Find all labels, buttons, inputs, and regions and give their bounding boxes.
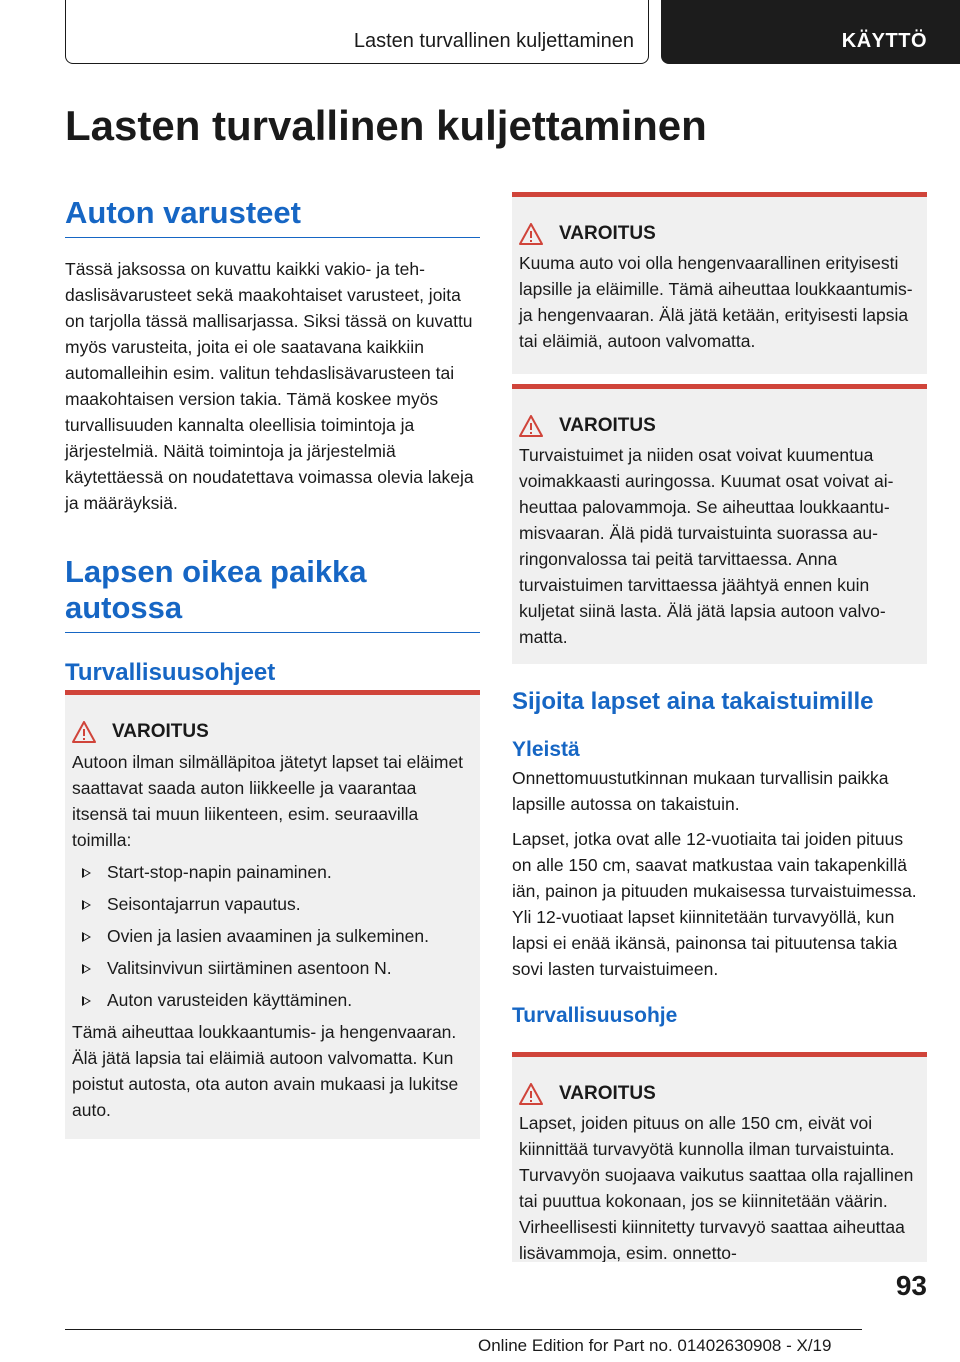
heading-safety-instruction: Turvallisuusohje (512, 1004, 678, 1027)
bullet-triangle-icon (82, 900, 91, 910)
warning-label: VAROITUS (559, 1083, 656, 1104)
warning-box-hot-seat (512, 384, 927, 664)
warning-outro: Tämä aiheuttaa loukkaantumis- ja hengenvaaran. Älä jätä lapsia tai eläimiä autoon valvomatta. Kun poistut autosta, ota auton avain mukaasi ja lukitse auto. (72, 1022, 459, 1120)
bullet-triangle-icon (82, 868, 91, 878)
warning-triangle-icon (519, 415, 543, 437)
heading-rule (65, 632, 480, 633)
warning-text: Kuuma auto voi olla hengenvaarallinen erityisesti lapsille ja eläimille. Tämä aiheuttaa loukkaantumis- ja hengenvaaran. Älä jätä ketään, erityisesti lapsia tai eläimiä, autoon valvomatta. (519, 253, 913, 351)
bullet-triangle-icon (82, 964, 91, 974)
footer-edition-text: Online Edition for Part no. 01402630908 - X/19 (478, 1336, 832, 1355)
equipment-paragraph: Tässä jaksossa on kuvattu kaikki vakio- ja tehdaslisävarusteet sekä maakohtaiset varusteet, joita on tarjolla tässä mallisarjassa. Siksi tässä on kuvattu myös varusteita, joita ei ole saatavana kaikkiin automalleihin esim. valitun tehdaslisävarusteen tai maakohtaisen version takia. Tämä koskee myös turvallisuuden kannalta oleellisia toimintoja ja järjestelmiä. Näitä toimintoja ja järjestelmiä käytettäessä on noudatettava voimassa olevia lakeja ja määräyksiä. (65, 259, 474, 513)
bullet-triangle-icon (82, 996, 91, 1006)
warning-header (519, 1083, 919, 1105)
warning-box-left (65, 690, 480, 1139)
list-item-text: Valitsinvivun siirtäminen asentoon N. (107, 958, 392, 978)
footer-rule (65, 1329, 862, 1330)
header-section-tab (65, 0, 649, 64)
warning-box-seatbelt (512, 1052, 927, 1262)
list-item (72, 859, 472, 885)
header-section-title: Lasten turvallinen kuljettaminen (353, 30, 634, 52)
heading-rule (65, 237, 480, 238)
warning-box-hot-car (512, 192, 927, 374)
bullet-triangle-icon (82, 932, 91, 942)
heading-safety-instructions: Turvallisuusohjeet (65, 659, 276, 686)
header-chapter-tab (661, 0, 960, 64)
warning-triangle-icon (519, 1083, 543, 1105)
heading-back-seats: Sijoita lapset aina takaistuimille (512, 688, 874, 715)
warning-triangle-icon (72, 721, 96, 743)
right-column (512, 688, 927, 1028)
page-number: 93 (895, 1270, 927, 1301)
list-item-text: Ovien ja lasien avaaminen ja sulkeminen. (107, 926, 429, 946)
heading-equipment: Auton varusteet (65, 195, 301, 230)
warning-intro: Autoon ilman silmälläpitoa jätetyt lapset tai eläimet saattavat saada auton liikkeelle ja vaarantaa itsensä tai muun liikenteen, esim. seuraavilla toimilla: (72, 752, 464, 850)
list-item-text: Auton varusteiden käyttäminen. (107, 990, 353, 1010)
warning-header (519, 415, 919, 437)
page-title: Lasten turvallinen kuljettaminen (65, 102, 707, 149)
list-item (72, 987, 472, 1013)
list-item (72, 891, 472, 917)
warning-header (519, 223, 919, 245)
left-column (65, 195, 480, 687)
warning-label: VAROITUS (559, 223, 656, 244)
warning-header (72, 721, 472, 743)
list-item (72, 955, 472, 981)
warning-text: Lapset, joiden pituus on alle 150 cm, eivät voi kiinnittää turvavyötä kunnolla ilman turvaistuinta. Turvavyön suojaava vaikutus saattaa olla rajallinen tai puuttua kokonaan, jos se kiinnitetään väärin. Virheellisesti kiinnitetty turvavyö saattaa aiheuttaa lisävammoja, esim. onnetto- (519, 1113, 914, 1262)
heading-general: Yleistä (512, 738, 580, 761)
warning-label: VAROITUS (559, 415, 656, 436)
warning-list (72, 859, 472, 1013)
footer-edition (478, 1336, 831, 1356)
warning-triangle-icon (519, 223, 543, 245)
general-paragraph-1: Onnettomuustutkinnan mukaan turvallisin paikka lapsille autossa on takaistuin. (512, 768, 889, 814)
warning-label: VAROITUS (112, 721, 209, 742)
general-paragraph-2: Lapset, jotka ovat alle 12-vuotiaita tai joiden pituus on alle 150 cm, saavat matkustaa vain takapenkillä iän, painon ja pituuden mukaisessa turvaistuimessa. Yli 12-vuotiaat lapset kiinnitetään turvavyöllä, kun lapsi ei enää ikänsä, painonsa tai pituutensa takia sovi lasten turvaistuimeen. (512, 829, 917, 979)
heading-child-place: Lapsen oikea paikka autossa (65, 554, 367, 625)
list-item-text: Seisontajarrun vapautus. (107, 894, 301, 914)
warning-text: Turvaistuimet ja niiden osat voivat kuumentua voimakkaasti auringossa. Kuumat osat voivat aiheuttaa palovammoja. Se aiheuttaa loukkaantumisvaaran. Älä pidä turvaistuinta suorassa auringonvalossa tai peitä tarvittaessa. Anna turvaistuimen tarvittaessa jäähtyä ennen kuin kuljetat siinä lasta. Älä jätä lapsia autoon valvomatta. (519, 445, 894, 647)
list-item (72, 923, 472, 949)
list-item-text: Start-stop-napin painaminen. (107, 862, 332, 882)
header-chapter-title: KÄYTTÖ (841, 30, 927, 52)
